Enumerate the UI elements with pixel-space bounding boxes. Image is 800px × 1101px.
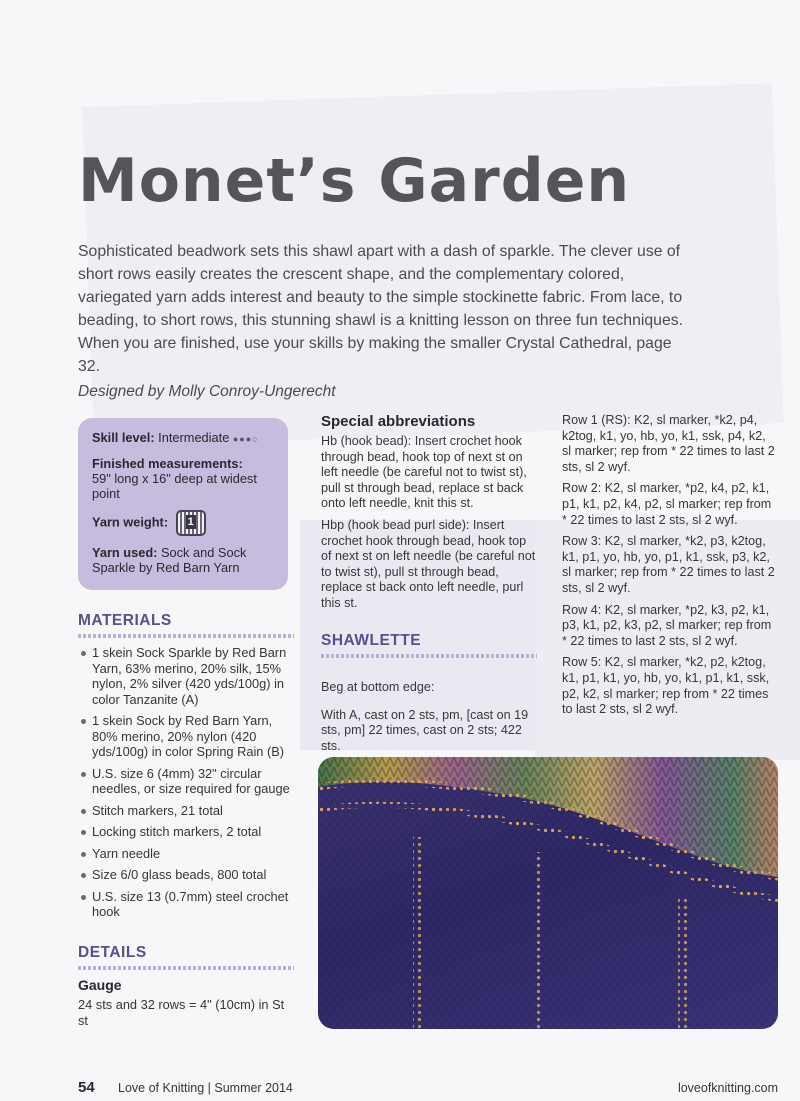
knitted-fabric-illustration: [318, 757, 778, 1029]
abbreviation-hbp: Hbp (hook bead purl side): Insert crochet hook through bead, hook top of next st on left needle (be careful not to twist st), pull st through bead, replace st back onto left needle, purl this st.: [321, 517, 536, 610]
row-instruction: Row 5: K2, sl marker, *k2, p2, k2tog, k1, p1, k1, yo, hb, yo, k1, p1, k1, ssk, p2, k2, sl marker; rep from * 22 times to last 2 sts, sl 2 wyf.: [562, 655, 770, 717]
list-item: U.S. size 13 (0.7mm) steel crochet hook: [78, 889, 296, 920]
list-item: U.S. size 6 (4mm) 32" circular needles, or size required for gauge: [78, 766, 296, 797]
abbreviation-hb: Hb (hook bead): Insert crochet hook through bead, hook top of next st on left needle (be careful not to twist st), pull st through bead, replace st back onto left needle, knit this st.: [321, 434, 527, 511]
list-item: 1 skein Sock Sparkle by Red Barn Yarn, 63% merino, 20% silk, 15% nylon, 2% silver (420 yds/100g) in color Tanzanite (A): [78, 645, 296, 707]
measurements-label: Finished measurements:: [92, 456, 243, 471]
pattern-info-box: [78, 418, 288, 590]
shawl-photo: [318, 757, 778, 1029]
measurements-row: [92, 456, 288, 501]
page-number: 54: [78, 1079, 95, 1096]
list-item: Stitch markers, 21 total: [78, 803, 296, 819]
abbreviations-body: [321, 434, 539, 618]
designer-byline: Designed by Molly Conroy-Ungerecht: [78, 383, 336, 400]
yarn-weight-row: [92, 510, 288, 536]
abbreviations-heading: Special abbreviations: [321, 413, 476, 430]
shawlette-body: [321, 667, 539, 767]
list-item: Locking stitch markers, 2 total: [78, 824, 296, 840]
row-instructions: [562, 413, 777, 724]
list-item: Yarn needle: [78, 846, 296, 862]
materials-heading: MATERIALS: [78, 612, 294, 638]
details-heading: DETAILS: [78, 944, 294, 970]
gauge-title: Gauge: [78, 977, 122, 993]
yarn-weight-icon: [176, 510, 206, 536]
intro-paragraph: Sophisticated beadwork sets this shawl apart with a dash of sparkle. The clever use of short rows easily creates the crescent shape, and the complementary colored, variegated yarn adds interest and beauty to the simple stockinette fabric. From lace, to beading, to short rows, this stunning shawl is a knitting lesson on three fun techniques. When you are finished, use your skills by making the smaller Crystal Cathedral, page 32.: [78, 243, 684, 375]
magazine-name: Love of Knitting | Summer 2014: [118, 1081, 293, 1095]
list-item: Size 6/0 glass beads, 800 total: [78, 867, 296, 883]
skill-level-value: Intermediate: [158, 430, 230, 445]
shawlette-text: With A, cast on 2 sts, pm, [cast on 19 sts, pm] 22 times, cast on 2 sts; 422 sts.: [321, 707, 529, 753]
yarn-used-label: Yarn used:: [92, 545, 158, 560]
yarn-used-row: [92, 545, 288, 575]
yarn-used-value: Sock and Sock Sparkle by Red Barn Yarn: [92, 545, 247, 575]
shawlette-text: Beg at bottom edge:: [321, 679, 435, 694]
skill-dots-icon: ●●●○: [232, 434, 259, 444]
skill-level-row: [92, 430, 288, 447]
yarn-weight-label: Yarn weight:: [92, 514, 169, 530]
page-title: Monet’s Garden: [78, 146, 631, 216]
website-url: loveofknitting.com: [677, 1081, 778, 1095]
shawlette-heading: SHAWLETTE: [321, 632, 537, 658]
row-instruction: Row 2: K2, sl marker, *p2, k4, p2, k1, p1, k1, p2, k4, p2, sl marker; rep from * 22 times to last 2 sts, sl 2 wyf.: [562, 481, 772, 527]
row-instruction: Row 1 (RS): K2, sl marker, *k2, p4, k2tog, k1, yo, hb, yo, k1, ssk, p4, k2, sl marker; rep from * 22 times to last 2 sts, sl 2 wyf.: [562, 413, 775, 474]
row-instruction: Row 4: K2, sl marker, *p2, k3, p2, k1, p3, k1, p2, k3, p2, sl marker; rep from * 22 times to last 2 sts, sl 2 wyf.: [562, 602, 772, 648]
yarn-weight-number: 1: [187, 516, 194, 528]
list-item: 1 skein Sock by Red Barn Yarn, 80% merino, 20% nylon (420 yds/100g) in color Spring Rain (B): [78, 713, 296, 760]
measurements-value: 59" long x 16" deep at widest point: [92, 471, 257, 501]
skill-level-label: Skill level:: [92, 430, 155, 445]
gauge-text: 24 sts and 32 rows = 4" (10cm) in St st: [78, 997, 285, 1028]
row-instruction: Row 3: K2, sl marker, *k2, p3, k2tog, k1, p1, yo, hb, yo, p1, k1, ssk, p3, k2, sl marker; rep from * 22 times to last 2 sts, sl 2 wyf.: [562, 534, 775, 595]
materials-list: [78, 645, 296, 926]
